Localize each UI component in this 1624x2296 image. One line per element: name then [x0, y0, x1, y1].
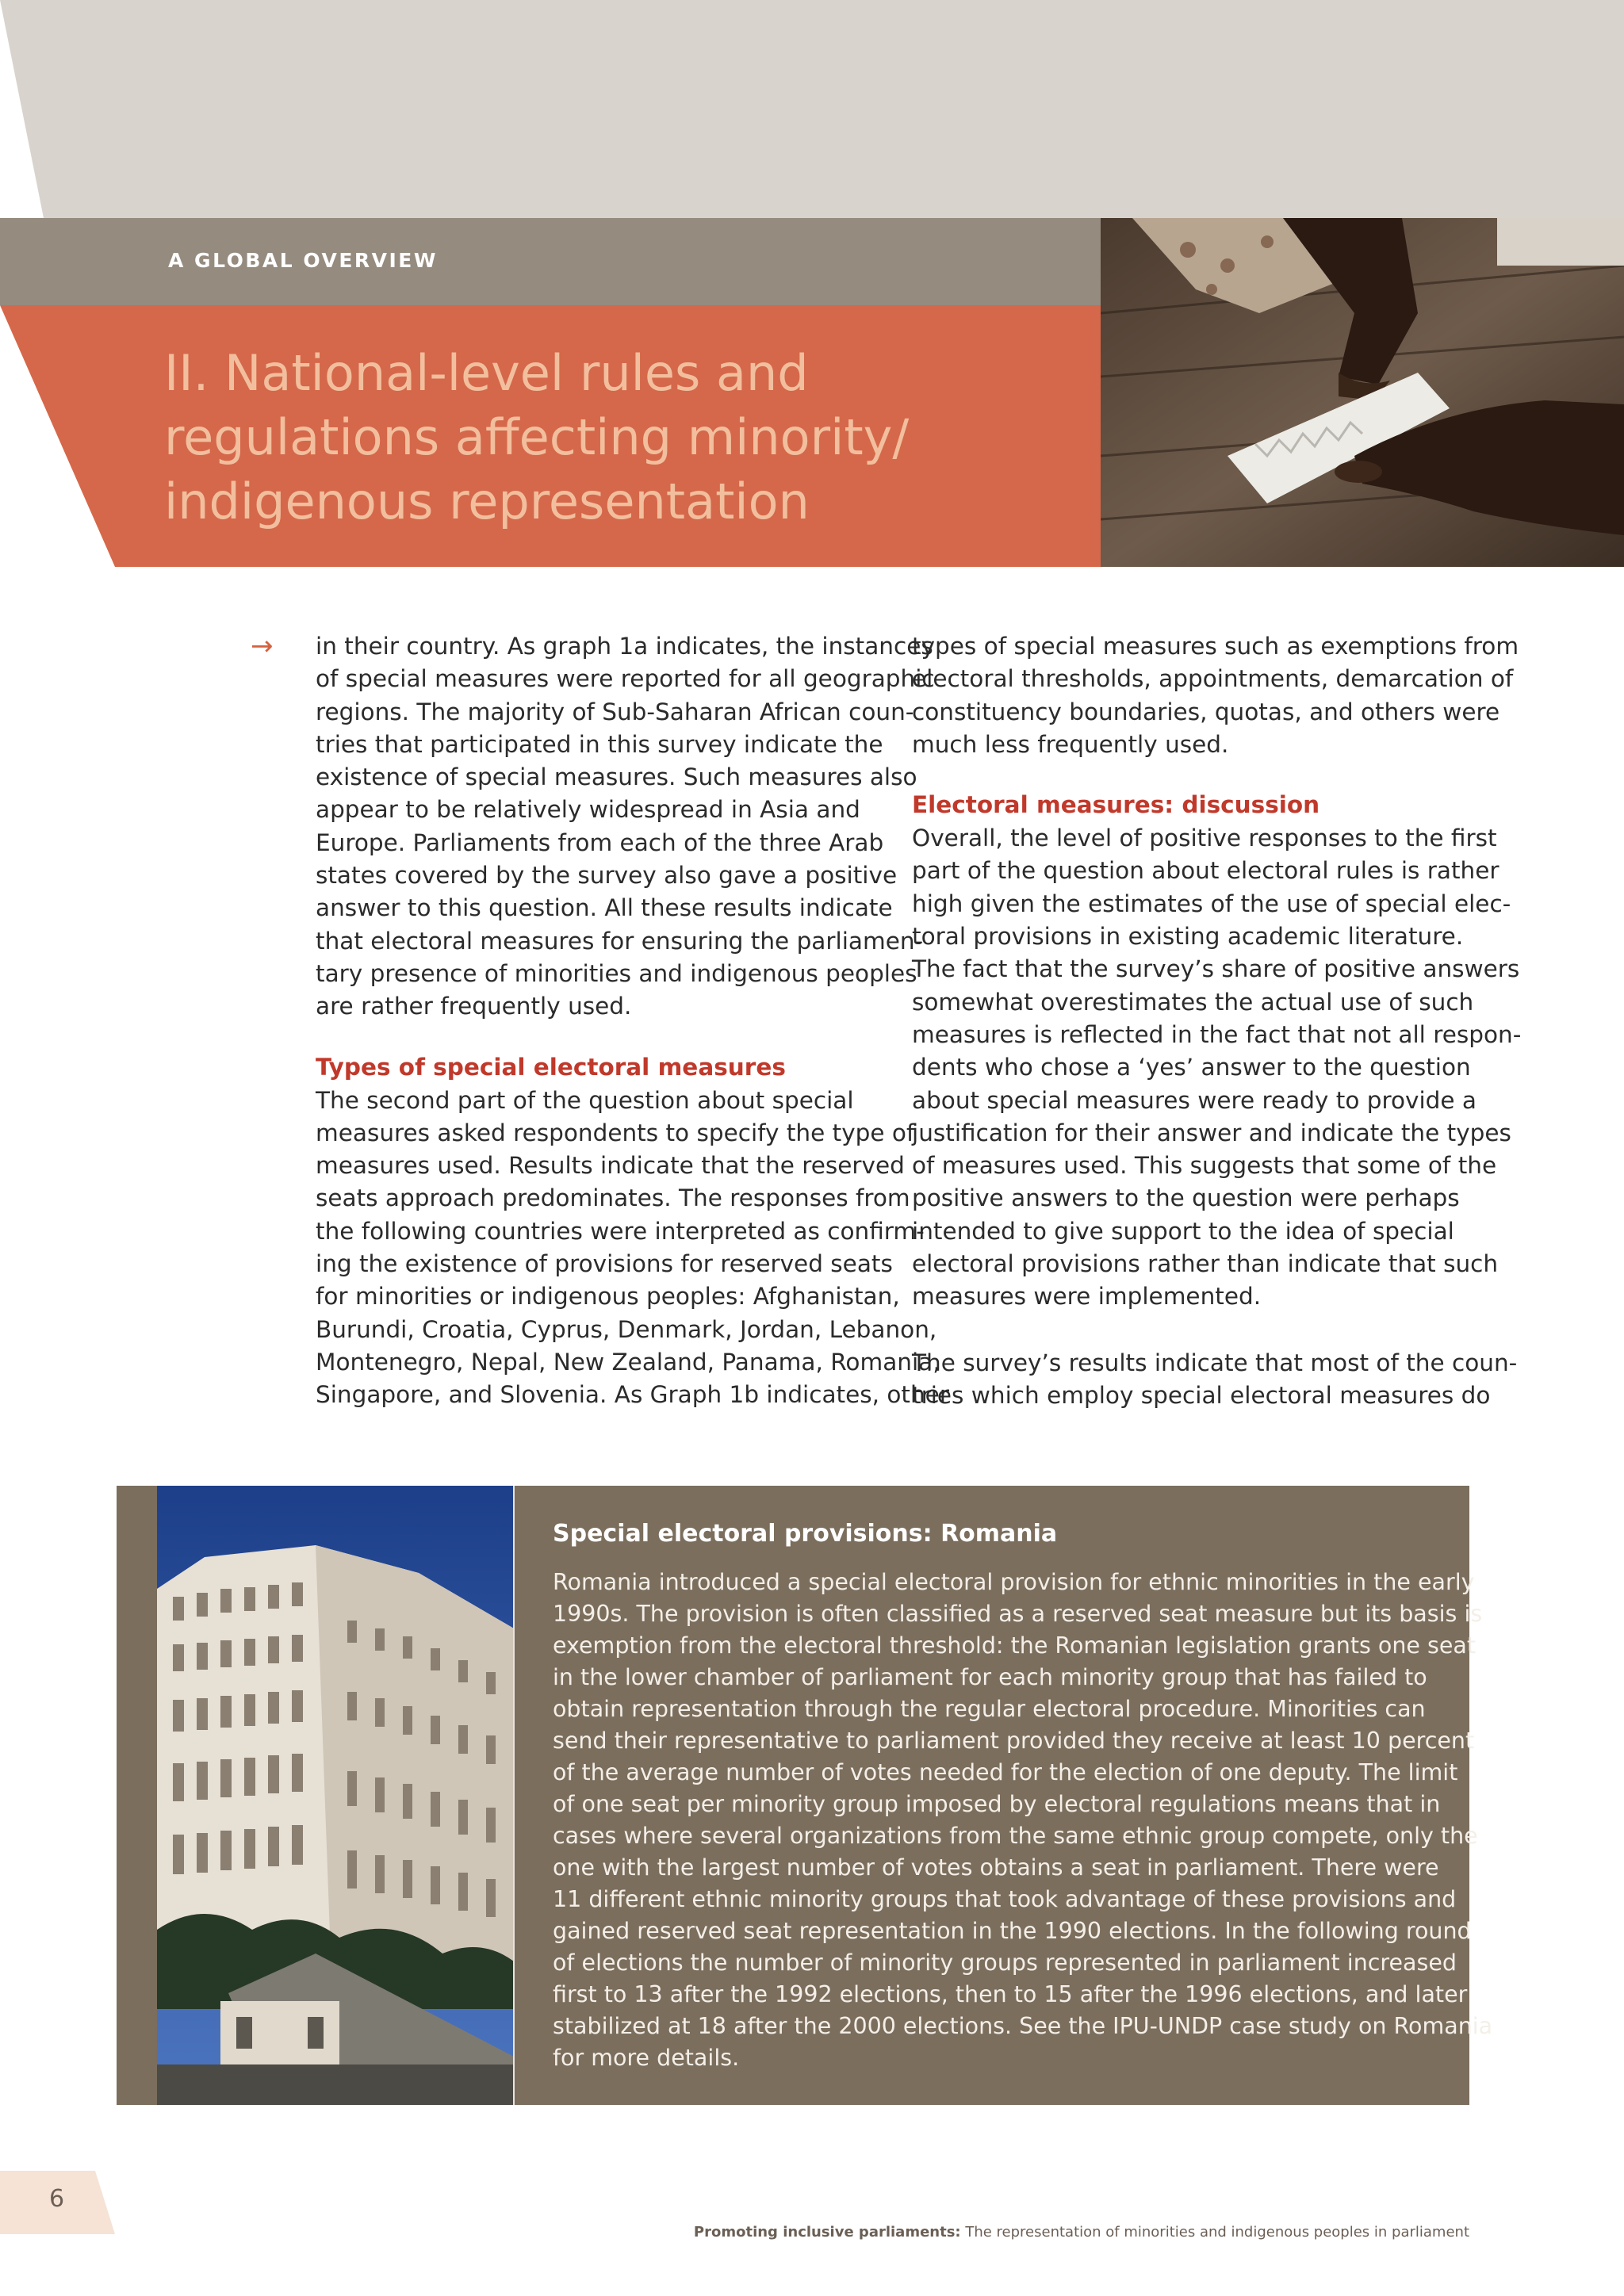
text-line: obtain representation through the regular electoral procedure. Minorities can — [553, 1696, 1426, 1722]
text-line: intended to give support to the idea of special — [912, 1217, 1454, 1245]
text-line: toral provisions in existing academic literature. — [912, 923, 1464, 951]
text-line: electoral thresholds, appointments, demarcation of — [912, 665, 1514, 693]
text-line: types of special measures such as exemptions from — [912, 633, 1519, 660]
text-line: high given the estimates of the use of special elec- — [912, 890, 1511, 917]
text-line: regions. The majority of Sub-Saharan African coun- — [316, 698, 914, 725]
text-line: of elections the number of minority groups represented in parliament increased — [553, 1950, 1457, 1976]
text-line: much less frequently used. — [912, 730, 1229, 758]
subheading-types-of-measures: Types of special electoral measures — [316, 1053, 786, 1081]
text-line: send their representative to parliament provided they receive at least 10 percent — [553, 1728, 1475, 1754]
footer-publication-subtitle: The representation of minorities and indigenous peoples in parliament — [960, 2224, 1469, 2241]
text-line: somewhat overestimates the actual use of such — [912, 988, 1474, 1016]
text-line: constituency boundaries, quotas, and others were — [912, 698, 1500, 725]
text-line: for more details. — [553, 2045, 740, 2071]
text-line: Montenegro, Nepal, New Zealand, Panama, Romania, — [316, 1348, 940, 1376]
text-line: electoral provisions rather than indicate that such — [912, 1250, 1499, 1278]
text-line: ing the existence of provisions for reserved seats — [316, 1250, 893, 1278]
paragraph — [316, 1085, 949, 1412]
title-line: II. National-level rules and — [164, 344, 809, 402]
section-label: A GLOBAL OVERVIEW — [168, 249, 438, 272]
text-line: of one seat per minority group imposed by electoral regulations means that in — [553, 1791, 1441, 1817]
text-line: that electoral measures for ensuring the parliamen- — [316, 927, 924, 955]
box-title: Special electoral provisions: Romania — [553, 1520, 1058, 1548]
text-line: of special measures were reported for all geographic — [316, 665, 935, 693]
title-line: regulations affecting minority/ — [164, 408, 910, 466]
text-line: gained reserved seat representation in the 1990 elections. In the following round — [553, 1918, 1472, 1944]
text-line: Europe. Parliaments from each of the three Arab — [316, 828, 884, 856]
footer-publication-title: Promoting inclusive parliaments: — [693, 2224, 961, 2241]
text-line: answer to this question. All these results indicate — [316, 894, 893, 922]
paragraph — [912, 630, 1519, 761]
footer-publication-line — [694, 2224, 1469, 2241]
page-title — [164, 341, 1076, 534]
text-line: tries that participated in this survey indicate the — [316, 730, 883, 758]
text-line: measures were implemented. — [912, 1283, 1262, 1311]
text-line: seats approach predominates. The responses from — [316, 1184, 910, 1212]
text-line: of the average number of votes needed for the election of one deputy. The limit — [553, 1759, 1458, 1785]
text-line: measures asked respondents to specify the type of — [316, 1119, 915, 1146]
top-band-diagonal-cut — [0, 0, 1624, 218]
text-line: justification for their answer and indicate the types — [912, 1119, 1511, 1146]
text-line: measures is reflected in the fact that not all respon- — [912, 1020, 1522, 1048]
text-line: part of the question about electoral rules is rather — [912, 857, 1500, 885]
text-line: positive answers to the question were perhaps — [912, 1184, 1460, 1212]
paragraph — [316, 630, 935, 1024]
right-column — [912, 630, 1522, 1412]
text-line: for minorities or indigenous peoples: Afghanistan, — [316, 1283, 900, 1311]
section-strip — [0, 218, 1101, 305]
ballot-hands-photo — [1101, 218, 1624, 567]
parliament-palace-photo — [157, 1486, 514, 2105]
paragraph — [912, 1347, 1518, 1413]
text-line: in their country. As graph 1a indicates, the instances — [316, 633, 933, 660]
text-line: dents who chose a ‘yes’ answer to the question — [912, 1054, 1471, 1081]
box-body — [553, 1567, 1493, 2074]
text-line: The second part of the question about special — [316, 1086, 854, 1114]
text-line: The survey’s results indicate that most of the coun- — [912, 1349, 1518, 1376]
text-line: exemption from the electoral threshold: the Romanian legislation grants one seat — [553, 1632, 1477, 1659]
text-line: tries which employ special electoral measures do — [912, 1381, 1491, 1409]
text-line: appear to be relatively widespread in Asia and — [316, 796, 860, 824]
text-line: about special measures were ready to provide a — [912, 1086, 1477, 1114]
continued-arrow-icon: → — [251, 630, 274, 662]
left-column — [316, 630, 949, 1412]
text-line: measures used. Results indicate that the reserved — [316, 1152, 905, 1180]
title-line: indigenous representation — [164, 473, 810, 530]
text-line: 1990s. The provision is often classified as a reserved seat measure but its basis is — [553, 1601, 1483, 1627]
paragraph — [912, 822, 1522, 1313]
text-line: are rather frequently used. — [316, 993, 632, 1020]
page-number: 6 — [49, 2185, 65, 2213]
text-line: in the lower chamber of parliament for each minority group that has failed to — [553, 1664, 1427, 1690]
text-line: Burundi, Croatia, Cyprus, Denmark, Jordan, Lebanon, — [316, 1315, 937, 1343]
text-line: the following countries were interpreted as confirm- — [316, 1217, 925, 1245]
text-line: Overall, the level of positive responses to the first — [912, 825, 1497, 852]
text-line: stabilized at 18 after the 2000 elections. See the IPU-UNDP case study on Romania — [553, 2013, 1493, 2039]
text-line: one with the largest number of votes obtains a seat in parliament. There were — [553, 1854, 1439, 1881]
subheading-electoral-discussion: Electoral measures: discussion — [912, 791, 1320, 819]
text-line: The fact that the survey’s share of positive answers — [912, 955, 1520, 983]
box-divider — [513, 1486, 515, 2105]
text-line: tary presence of minorities and indigenous peoples — [316, 959, 917, 987]
text-line: of measures used. This suggests that some of the — [912, 1152, 1497, 1180]
text-line: Singapore, and Slovenia. As Graph 1b indicates, other — [316, 1381, 949, 1409]
text-line: first to 13 after the 1992 elections, then to 15 after the 1996 elections, and later — [553, 1981, 1468, 2007]
text-line: Romania introduced a special electoral provision for ethnic minorities in the early — [553, 1569, 1475, 1595]
text-line: existence of special measures. Such measures also — [316, 763, 917, 791]
text-line: states covered by the survey also gave a positive — [316, 862, 898, 890]
text-line: 11 different ethnic minority groups that took advantage of these provisions and — [553, 1886, 1457, 1912]
text-line: cases where several organizations from the same ethnic group compete, only the — [553, 1823, 1478, 1849]
